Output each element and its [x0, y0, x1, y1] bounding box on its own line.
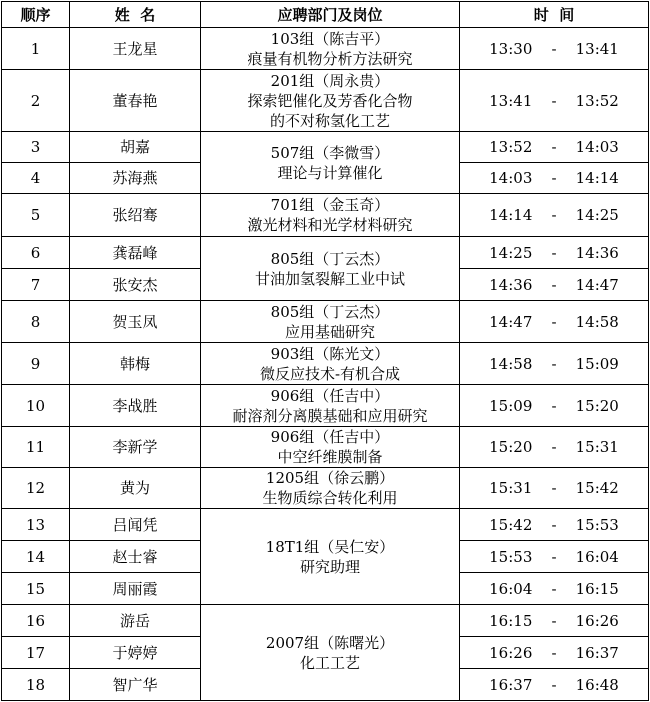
- dept-group: 507组（李微雪）: [270, 143, 390, 162]
- seq-cell: 1: [2, 28, 70, 70]
- seq-cell: 15: [2, 573, 70, 605]
- time-sep: -: [551, 479, 557, 497]
- time-sep: -: [551, 312, 557, 331]
- dept-group: 906组（任吉中）: [270, 428, 390, 446]
- table-row: [2, 237, 649, 269]
- time-start: 16:04: [489, 579, 533, 598]
- table-row: [2, 343, 649, 385]
- dept-position: 化工工艺: [299, 653, 360, 672]
- time-start: 15:09: [489, 396, 533, 415]
- time-end: 14:58: [575, 312, 619, 331]
- name-cell: 胡嘉: [70, 132, 201, 163]
- interview-schedule-table: [1, 1, 649, 701]
- header-dept: 应聘部门及岗位: [201, 2, 460, 28]
- table-row: [2, 427, 649, 468]
- table-row: [2, 605, 649, 637]
- time-sep: -: [551, 169, 557, 187]
- time-cell: [460, 385, 649, 427]
- time-start: 14:58: [489, 354, 533, 373]
- table-row: [2, 468, 649, 509]
- dept-group: 805组（丁云杰）: [270, 249, 390, 268]
- time-sep: -: [551, 39, 557, 58]
- dept-group: 201组（周永贵）: [270, 71, 390, 90]
- name-cell: 张安杰: [70, 269, 201, 301]
- time-sep: -: [551, 243, 557, 262]
- seq-cell: 17: [2, 637, 70, 669]
- time-end: 15:09: [575, 354, 619, 373]
- name-cell: 韩梅: [70, 343, 201, 385]
- time-sep: -: [551, 396, 557, 415]
- seq-cell: 12: [2, 468, 70, 509]
- time-start: 16:15: [489, 611, 533, 630]
- table-row: [2, 385, 649, 427]
- name-cell: 智广华: [70, 669, 201, 701]
- time-start: 13:30: [489, 39, 533, 58]
- dept-group: 1205组（徐云鹏）: [265, 469, 395, 487]
- dept-cell: [201, 132, 460, 194]
- time-cell: [460, 237, 649, 269]
- table-row: [2, 194, 649, 237]
- time-cell: [460, 573, 649, 605]
- name-cell: 游岳: [70, 605, 201, 637]
- time-start: 14:47: [489, 312, 533, 331]
- dept-group: 103组（陈吉平）: [270, 29, 390, 48]
- header-row: [2, 2, 649, 28]
- seq-cell: 14: [2, 541, 70, 573]
- time-cell: [460, 509, 649, 541]
- header-seq: 顺序: [2, 2, 70, 28]
- name-cell: 于婷婷: [70, 637, 201, 669]
- seq-cell: 3: [2, 132, 70, 163]
- time-start: 16:26: [489, 643, 533, 662]
- name-cell: 董春艳: [70, 70, 201, 132]
- dept-cell: [201, 385, 460, 427]
- dept-position: 甘油加氢裂解工业中试: [254, 269, 405, 288]
- time-cell: [460, 301, 649, 343]
- dept-cell: [201, 301, 460, 343]
- time-start: 15:31: [489, 479, 533, 497]
- time-cell: [460, 343, 649, 385]
- time-start: 14:03: [489, 169, 533, 187]
- seq-cell: 5: [2, 194, 70, 237]
- name-cell: 黄为: [70, 468, 201, 509]
- time-start: 14:25: [489, 243, 533, 262]
- time-cell: [460, 541, 649, 573]
- time-end: 15:42: [575, 479, 619, 497]
- time-sep: -: [551, 91, 557, 110]
- time-start: 13:52: [489, 138, 533, 156]
- name-cell: 李新学: [70, 427, 201, 468]
- time-end: 15:31: [575, 438, 619, 456]
- time-end: 14:03: [575, 138, 619, 156]
- time-end: 16:48: [575, 675, 619, 694]
- time-sep: -: [551, 206, 557, 224]
- seq-cell: 18: [2, 669, 70, 701]
- header-time: 时 间: [460, 2, 649, 28]
- dept-cell: [201, 605, 460, 701]
- dept-group: 2007组（陈曙光）: [265, 633, 395, 652]
- time-end: 13:41: [575, 39, 619, 58]
- dept-position: 理论与计算催化: [277, 163, 383, 182]
- seq-cell: 13: [2, 509, 70, 541]
- name-cell: 李战胜: [70, 385, 201, 427]
- time-end: 15:53: [575, 515, 619, 534]
- table-row: [2, 132, 649, 163]
- time-cell: [460, 427, 649, 468]
- name-cell: 吕闻凭: [70, 509, 201, 541]
- seq-cell: 4: [2, 163, 70, 194]
- seq-cell: 8: [2, 301, 70, 343]
- header-name: 姓 名: [70, 2, 201, 28]
- time-cell: [460, 669, 649, 701]
- time-cell: [460, 28, 649, 70]
- name-cell: 贺玉凤: [70, 301, 201, 343]
- time-end: 15:20: [575, 396, 619, 415]
- time-sep: -: [551, 275, 557, 294]
- time-cell: [460, 194, 649, 237]
- dept-position: 生物质综合转化利用: [262, 489, 398, 507]
- dept-position: 应用基础研究: [284, 322, 375, 341]
- dept-position: 痕量有机物分析方法研究: [247, 49, 413, 68]
- time-start: 15:42: [489, 515, 533, 534]
- name-cell: 周丽霞: [70, 573, 201, 605]
- time-sep: -: [551, 438, 557, 456]
- name-cell: 赵士睿: [70, 541, 201, 573]
- dept-cell: [201, 427, 460, 468]
- name-cell: 张绍骞: [70, 194, 201, 237]
- time-start: 14:36: [489, 275, 533, 294]
- time-cell: [460, 132, 649, 163]
- time-start: 15:20: [489, 438, 533, 456]
- time-sep: -: [551, 354, 557, 373]
- time-sep: -: [551, 643, 557, 662]
- time-sep: -: [551, 611, 557, 630]
- dept-position: 研究助理: [299, 557, 360, 576]
- time-end: 13:52: [575, 91, 619, 110]
- time-start: 16:37: [489, 675, 533, 694]
- dept-cell: [201, 468, 460, 509]
- time-start: 14:14: [489, 206, 533, 224]
- seq-cell: 7: [2, 269, 70, 301]
- dept-group: 18T1组（吴仁安）: [265, 537, 395, 556]
- dept-position: 微反应技术-有机合成: [259, 364, 401, 383]
- time-end: 14:25: [575, 206, 619, 224]
- dept-position-line2: 的不对称氢化工艺: [269, 111, 390, 130]
- dept-position: 激光材料和光学材料研究: [247, 216, 413, 234]
- dept-cell: [201, 194, 460, 237]
- time-start: 15:53: [489, 547, 533, 566]
- time-sep: -: [551, 579, 557, 598]
- time-end: 16:26: [575, 611, 619, 630]
- dept-group: 903组（陈光文）: [270, 344, 390, 363]
- dept-cell: [201, 237, 460, 301]
- seq-cell: 9: [2, 343, 70, 385]
- time-cell: [460, 637, 649, 669]
- time-cell: [460, 269, 649, 301]
- dept-position: 探索钯催化及芳香化合物: [247, 91, 413, 110]
- dept-cell: [201, 28, 460, 70]
- seq-cell: 2: [2, 70, 70, 132]
- dept-group: 906组（任吉中）: [270, 386, 390, 405]
- time-end: 14:47: [575, 275, 619, 294]
- name-cell: 王龙星: [70, 28, 201, 70]
- seq-cell: 6: [2, 237, 70, 269]
- name-cell: 龚磊峰: [70, 237, 201, 269]
- dept-group: 805组（丁云杰）: [270, 302, 390, 321]
- name-cell: 苏海燕: [70, 163, 201, 194]
- dept-position: 耐溶剂分离膜基础和应用研究: [232, 406, 428, 425]
- time-cell: [460, 70, 649, 132]
- dept-group: 701组（金玉奇）: [270, 196, 390, 214]
- time-sep: -: [551, 675, 557, 694]
- time-end: 16:04: [575, 547, 619, 566]
- dept-cell: [201, 343, 460, 385]
- dept-cell: [201, 70, 460, 132]
- time-end: 16:15: [575, 579, 619, 598]
- time-sep: -: [551, 515, 557, 534]
- time-cell: [460, 163, 649, 194]
- seq-cell: 16: [2, 605, 70, 637]
- time-start: 13:41: [489, 91, 533, 110]
- seq-cell: 10: [2, 385, 70, 427]
- table-row: [2, 28, 649, 70]
- time-end: 16:37: [575, 643, 619, 662]
- table-row: [2, 70, 649, 132]
- time-end: 14:14: [575, 169, 619, 187]
- seq-cell: 11: [2, 427, 70, 468]
- table-row: [2, 301, 649, 343]
- time-sep: -: [551, 138, 557, 156]
- time-cell: [460, 468, 649, 509]
- table-row: [2, 509, 649, 541]
- time-end: 14:36: [575, 243, 619, 262]
- dept-position: 中空纤维膜制备: [277, 448, 383, 466]
- time-cell: [460, 605, 649, 637]
- time-sep: -: [551, 547, 557, 566]
- dept-cell: [201, 509, 460, 605]
